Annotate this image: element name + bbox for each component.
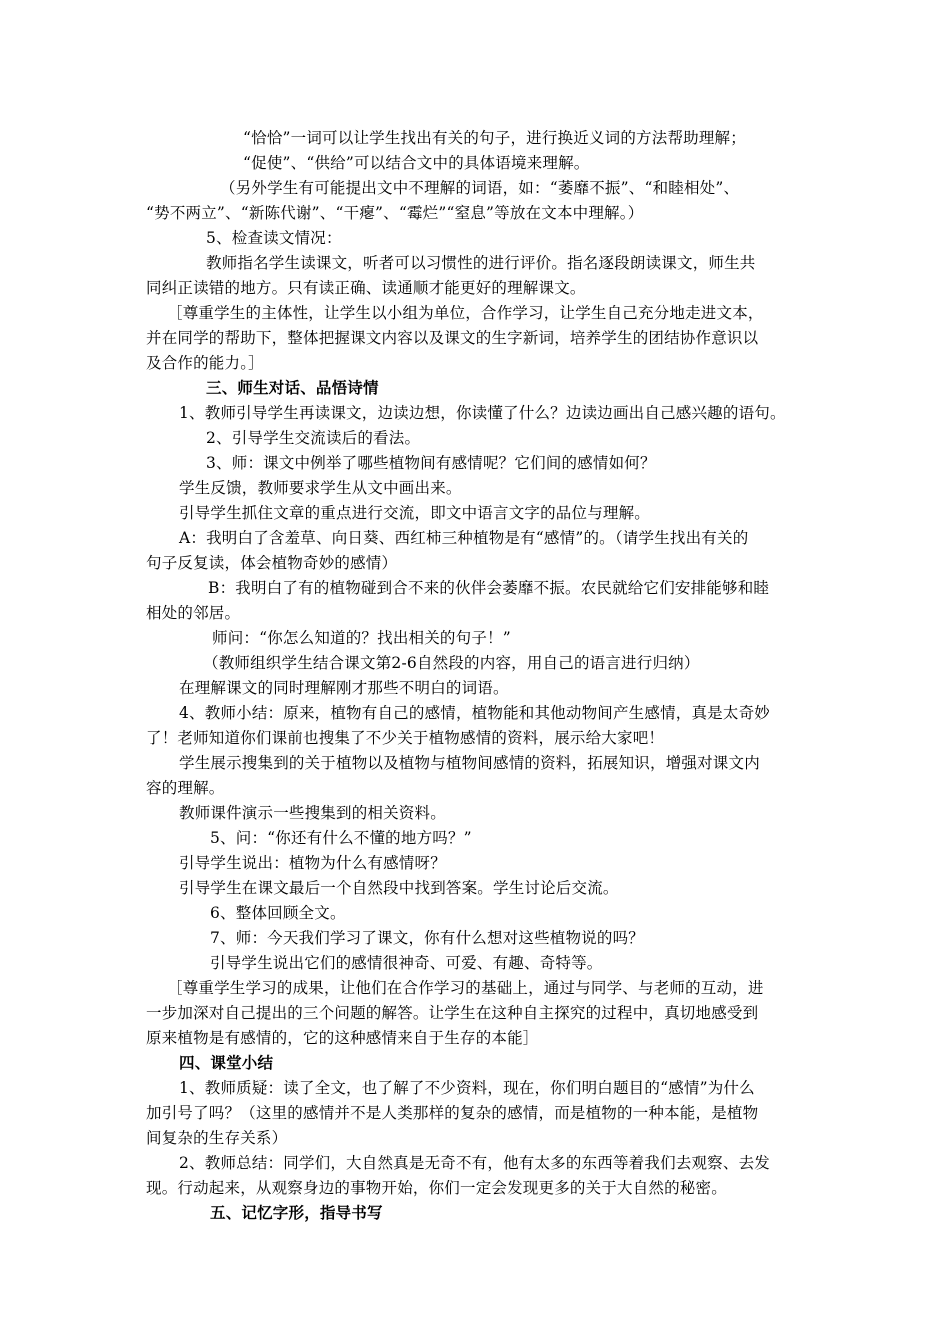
text-line: “势不两立”、“新陈代谢”、“干瘪”、“霉烂”“窒息”等放在文本中理解。） xyxy=(146,204,644,222)
text-line: 同纠正读错的地方。只有读正确、读通顺才能更好的理解课文。 xyxy=(146,279,586,297)
text-line: 在理解课文的同时理解刚才那些不明白的词语。 xyxy=(179,679,509,697)
text-line: 引导学生在课文最后一个自然段中找到答案。学生讨论后交流。 xyxy=(179,879,619,897)
text-line: 教师指名学生读课文，听者可以习惯性的进行评价。指名逐段朗读课文，师生共 xyxy=(206,254,756,272)
text-line: 3、师：课文中例举了哪些植物间有感情呢？它们间的感情如何？ xyxy=(206,454,656,472)
text-line: 学生反馈，教师要求学生从文中画出来。 xyxy=(179,479,462,497)
text-line: 并在同学的帮助下，整体把握课文内容以及课文的生字新词，培养学生的团结协作意识以 xyxy=(146,329,759,347)
text-line: ［尊重学生的主体性，让学生以小组为单位，合作学习，让学生自己充分地走进文本， xyxy=(167,304,764,322)
text-line: 教师课件演示一些搜集到的相关资料。 xyxy=(179,804,446,822)
text-line: 句子反复读，体会植物奇妙的感情） xyxy=(146,554,398,572)
text-line: 1、教师质疑：读了全文，也了解了不少资料，现在，你们明白题目的“感情”为什么 xyxy=(179,1079,755,1097)
text-line: （教师组织学生结合课文第2-6自然段的内容，用自己的语言进行归纳） xyxy=(203,654,700,672)
text-line: （另外学生有可能提出文中不理解的词语，如：“萎靡不振”、“和睦相处”、 xyxy=(220,179,740,197)
text-line: 相处的邻居。 xyxy=(146,604,241,622)
text-line: 2、引导学生交流读后的看法。 xyxy=(206,429,421,447)
text-line: 容的理解。 xyxy=(146,779,225,797)
text-line: 一步加深对自己提出的三个问题的解答。让学生在这种自主探究的过程中，真切地感受到 xyxy=(146,1004,759,1022)
text-line: 2、教师总结：同学们，大自然真是无奇不有，他有太多的东西等着我们去观察、去发 xyxy=(179,1154,770,1172)
text-line: 间复杂的生存关系） xyxy=(146,1129,288,1147)
text-line: 原来植物是有感情的，它的这种感情来自于生存的本能］ xyxy=(146,1029,539,1047)
text-line: 6、整体回顾全文。 xyxy=(210,904,346,922)
text-line: 1、教师引导学生再读课文，边读边想，你读懂了什么？边读边画出自己感兴趣的语句。 xyxy=(179,404,786,422)
text-line: “促使”、“供给”可以结合文中的具体语境来理解。 xyxy=(243,154,590,172)
text-line: 师问：“你怎么知道的？找出相关的句子！” xyxy=(212,629,511,647)
text-line: “恰恰”一词可以让学生找出有关的句子，进行换近义词的方法帮助理解； xyxy=(243,129,746,147)
text-line: 加引号了吗？（这里的感情并不是人类那样的复杂的感情，而是植物的一种本能，是植物 xyxy=(146,1104,759,1122)
text-line: 引导学生说出它们的感情很神奇、可爱、有趣、奇特等。 xyxy=(210,954,603,972)
text-line: 了！老师知道你们课前也搜集了不少关于植物感情的资料，展示给大家吧！ xyxy=(146,729,665,747)
section-heading: 四、课堂小结 xyxy=(179,1054,274,1072)
text-line: ［尊重学生学习的成果，让他们在合作学习的基础上，通过与同学、与老师的互动，进 xyxy=(167,979,764,997)
text-line: 5、检查读文情况： xyxy=(206,229,342,247)
section-heading: 五、记忆字形，指导书写 xyxy=(210,1204,383,1222)
text-line: 5、问：“你还有什么不懂的地方吗？” xyxy=(210,829,472,847)
text-line: 现。行动起来，从观察身边的事物开始，你们一定会发现更多的关于大自然的秘密。 xyxy=(146,1179,727,1197)
text-line: A：我明白了含羞草、向日葵、西红柿三种植物是有“感情”的。（请学生找出有关的 xyxy=(179,529,749,547)
text-line: 学生展示搜集到的关于植物以及植物与植物间感情的资料，拓展知识，增强对课文内 xyxy=(179,754,760,772)
text-line: 7、师：今天我们学习了课文，你有什么想对这些植物说的吗？ xyxy=(210,929,644,947)
text-line: 引导学生抓住文章的重点进行交流，即文中语言文字的品位与理解。 xyxy=(179,504,651,522)
section-heading: 三、师生对话、品悟诗情 xyxy=(206,379,379,397)
text-line: 引导学生说出：植物为什么有感情呀？ xyxy=(179,854,446,872)
text-line: 及合作的能力。］ xyxy=(146,354,264,372)
text-line: B：我明白了有的植物碰到合不来的伙伴会萎靡不振。农民就给它们安排能够和睦 xyxy=(208,579,770,597)
text-line: 4、教师小结：原来，植物有自己的感情，植物能和其他动物间产生感情，真是太奇妙 xyxy=(179,704,770,722)
